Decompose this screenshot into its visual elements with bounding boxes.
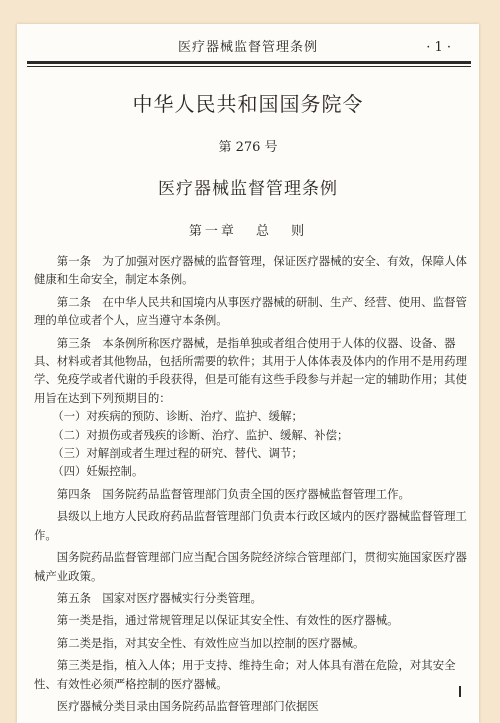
article-4-paragraph-2: 县级以上地方人民政府药品监督管理部门负责本行政区域内的医疗器械监督管理工作。 (34, 509, 467, 542)
article-4: 第四条 国务院药品监督管理部门负责全国的医疗器械监督管理工作。 (56, 486, 410, 501)
chapter-heading: 第一章 总 则 (188, 224, 308, 239)
class-two-definition: 第二类是指，对其安全性、有效性应当加以控制的医疗器械。 (56, 635, 365, 650)
regulation-title: 医疗器械监督管理条例 (158, 179, 338, 199)
decree-number: 第 276 号 (218, 140, 278, 155)
article-3: 第三条 本条例所称医疗器械，是指单独或者组合使用于人体的仪器、设备、器具、材料或者其他物品，包括所需要的软件；其用于人体体表及体内的作用不是用药理学、免疫学或者代谢的手段获得，但是可能有这些手段参与并起一定的辅助作用；其使用旨在达到下列预期目的： (34, 335, 467, 405)
header-rule-thin (27, 66, 471, 67)
running-head (17, 38, 479, 58)
list-item: （一）对疾病的预防、诊断、治疗、监护、缓解； (52, 409, 303, 424)
list-item: （四）妊娠控制。 (52, 464, 144, 479)
class-three-definition: 第三类是指，植入人体；用于支持、维持生命；对人体具有潜在危险，对其安全性、有效性必须严格控制的医疗器械。 (34, 658, 456, 691)
classification-catalogue: 医疗器械分类目录由国务院药品监督管理部门依据医 (56, 698, 319, 713)
list-item: （三）对解剖或者生理过程的研究、替代、调节； (52, 446, 303, 461)
class-one-definition: 第一类是指，通过常规管理足以保证其安全性、有效性的医疗器械。 (56, 613, 399, 628)
article-4-paragraph-3: 国务院药品监督管理部门应当配合国务院经济综合管理部门，贯彻实施国家医疗器械产业政策。 (34, 550, 467, 583)
running-head-title: 医疗器械监督管理条例 (177, 40, 318, 55)
article-2: 第二条 在中华人民共和国境内从事医疗器械的研制、生产、经营、使用、监督管理的单位或者个人，应当遵守本条例。 (34, 294, 467, 328)
article-1: 第一条 为了加强对医疗器械的监督管理，保证医疗器械的安全、有效，保障人体健康和生命安全，制定本条例。 (34, 254, 467, 287)
document-page (17, 24, 479, 723)
header-rule-thick (27, 61, 471, 64)
margin-mark (459, 686, 461, 697)
decree-heading: 中华人民共和国国务院令 (132, 92, 364, 116)
article-5: 第五条 国家对医疗器械实行分类管理。 (56, 590, 262, 605)
page-number: · 1 · (426, 40, 451, 55)
regulation-body (34, 252, 467, 715)
list-item: （二）对损伤或者残疾的诊断、治疗、监护、缓解、补偿； (52, 427, 349, 442)
